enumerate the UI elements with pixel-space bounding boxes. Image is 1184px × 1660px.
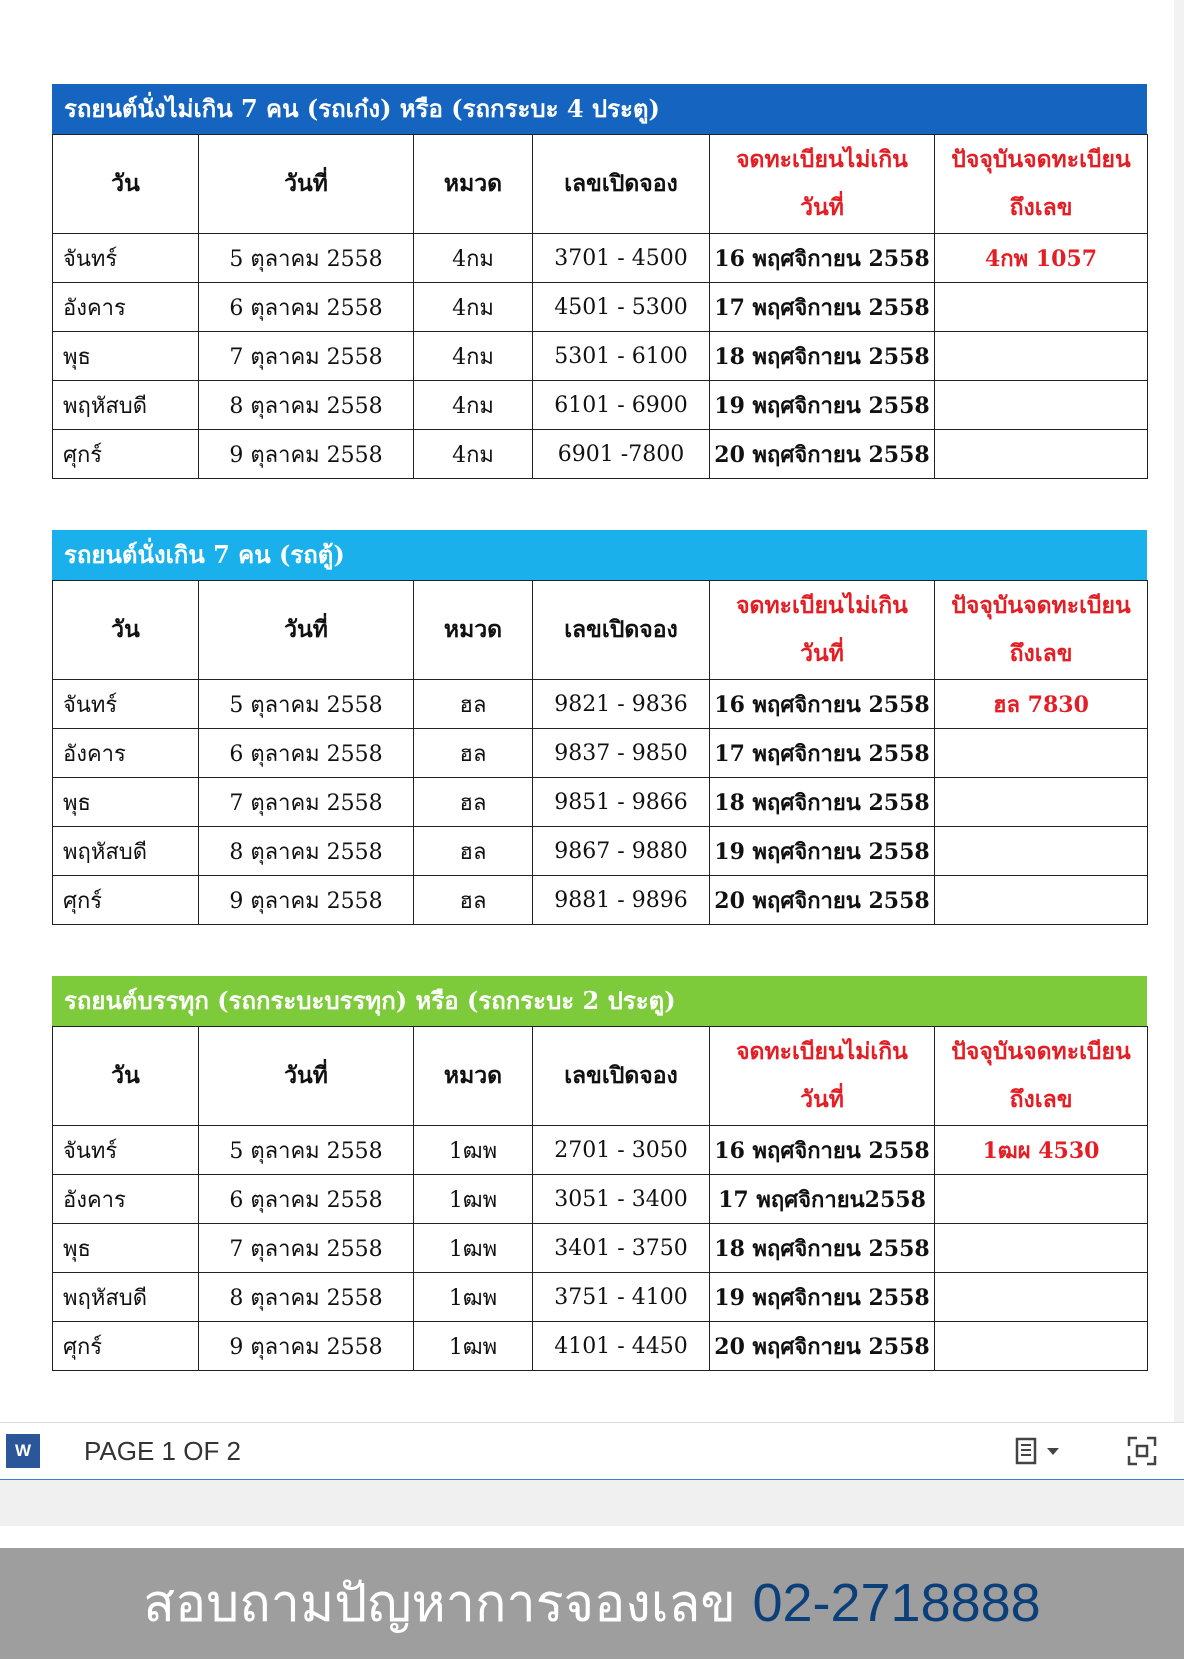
cell-empty [935,876,1148,925]
cell-day: พุธ [53,332,199,381]
cell-day: พฤหัสบดี [53,827,199,876]
cell-deadline: 20 พฤศจิกายน 2558 [710,430,935,479]
cell-day: อังคาร [53,283,199,332]
cell-deadline: 17 พฤศจิกายน 2558 [710,283,935,332]
header-deadline [710,581,935,680]
cell-empty [935,729,1148,778]
header-category [414,135,533,234]
cell-empty [935,827,1148,876]
cell-deadline: 20 พฤศจิกายน 2558 [710,876,935,925]
header-day-text: วัน [111,616,140,643]
cell-day: ศุกร์ [53,430,199,479]
cell-date: 5 ตุลาคม 2558 [199,1126,414,1175]
cell-deadline: 17 พฤศจิกายน2558 [710,1175,935,1224]
cell-day: พุธ [53,1224,199,1273]
table-title: รถยนต์นั่งเกิน 7 คน (รถตู้) [52,530,1147,580]
table-title: รถยนต์นั่งไม่เกิน 7 คน (รถเก๋ง) หรือ (รถกระบะ 4 ประตู) [52,84,1147,134]
cell-empty [935,283,1148,332]
cell-range: 9867 - 9880 [533,827,710,876]
cell-range: 9821 - 9836 [533,680,710,729]
cell-date: 6 ตุลาคม 2558 [199,283,414,332]
header-current-text: ปัจจุบันจดทะเบียน [951,146,1131,173]
header-deadline-text: วันที่ [800,1086,844,1113]
cell-date: 5 ตุลาคม 2558 [199,234,414,283]
cell-category: 1ฒพ [414,1126,533,1175]
cell-range: 3401 - 3750 [533,1224,710,1273]
cell-day: พฤหัสบดี [53,1273,199,1322]
cell-deadline: 16 พฤศจิกายน 2558 [710,234,935,283]
cell-date: 8 ตุลาคม 2558 [199,827,414,876]
banner-phone[interactable]: 02-2718888 [752,1573,1041,1633]
header-day [53,135,199,234]
header-current-text: ถึงเลข [1009,640,1073,667]
cell-date: 7 ตุลาคม 2558 [199,778,414,827]
fullscreen-icon[interactable] [1126,1435,1158,1467]
cell-range: 3751 - 4100 [533,1273,710,1322]
header-current-text: ปัจจุบันจดทะเบียน [951,592,1131,619]
header-range-text: เลขเปิดจอง [564,170,678,197]
header-date-text: วันที่ [284,1062,328,1089]
header-category-text: หมวด [443,616,503,643]
cell-range: 3051 - 3400 [533,1175,710,1224]
cell-date: 5 ตุลาคม 2558 [199,680,414,729]
contact-banner [0,1548,1184,1659]
table-row [53,234,1148,283]
header-day-text: วัน [111,170,140,197]
header-category [414,581,533,680]
cell-day: ศุกร์ [53,876,199,925]
header-range [533,1027,710,1126]
table-row [53,680,1148,729]
header-deadline-text: วันที่ [800,640,844,667]
cell-deadline: 20 พฤศจิกายน 2558 [710,1322,935,1371]
cell-range: 9837 - 9850 [533,729,710,778]
cell-range: 3701 - 4500 [533,234,710,283]
header-date [199,1027,414,1126]
cell-date: 6 ตุลาคม 2558 [199,729,414,778]
table-row [53,778,1148,827]
header-category-text: หมวด [443,1062,503,1089]
table-row [53,283,1148,332]
cell-date: 8 ตุลาคม 2558 [199,1273,414,1322]
cell-category: 4กม [414,430,533,479]
table-row [53,381,1148,430]
reading-view-icon[interactable] [1015,1437,1075,1467]
header-deadline-text: จดทะเบียนไม่เกิน [736,592,908,619]
cell-deadline: 19 พฤศจิกายน 2558 [710,827,935,876]
cell-empty [935,332,1148,381]
cell-range: 4501 - 5300 [533,283,710,332]
header-current [935,1027,1148,1126]
cell-category: ฮล [414,680,533,729]
header-date [199,581,414,680]
table-row [53,1224,1148,1273]
header-current-text: ปัจจุบันจดทะเบียน [951,1038,1131,1065]
header-deadline-text: จดทะเบียนไม่เกิน [736,1038,908,1065]
header-date-text: วันที่ [284,170,328,197]
header-category [414,1027,533,1126]
cell-range: 6901 -7800 [533,430,710,479]
table-row [53,876,1148,925]
header-row [53,581,1148,680]
cell-category: 4กม [414,332,533,381]
header-range-text: เลขเปิดจอง [564,616,678,643]
banner-text: สอบถามปัญหาการจองเลข [143,1574,736,1634]
cell-deadline: 16 พฤศจิกายน 2558 [710,680,935,729]
cell-date: 7 ตุลาคม 2558 [199,1224,414,1273]
cell-day: ศุกร์ [53,1322,199,1371]
cell-category: 4กม [414,381,533,430]
page-indicator: PAGE 1 OF 2 [84,1436,242,1466]
cell-range: 9881 - 9896 [533,876,710,925]
cell-category: 4กม [414,234,533,283]
cell-range: 4101 - 4450 [533,1322,710,1371]
cell-empty [935,1322,1148,1371]
cell-day: จันทร์ [53,1126,199,1175]
table-title: รถยนต์บรรทุก (รถกระบะบรรทุก) หรือ (รถกระบะ 2 ประตู) [52,976,1147,1026]
cell-date: 7 ตุลาคม 2558 [199,332,414,381]
header-deadline-text: วันที่ [800,194,844,221]
cell-empty [935,1175,1148,1224]
header-row [53,1027,1148,1126]
cell-category: 1ฒพ [414,1175,533,1224]
cell-day: พุธ [53,778,199,827]
cell-deadline: 18 พฤศจิกายน 2558 [710,1224,935,1273]
table-row [53,827,1148,876]
cell-category: 4กม [414,283,533,332]
table-row [53,729,1148,778]
header-current [935,135,1148,234]
cell-range: 2701 - 3050 [533,1126,710,1175]
header-day-text: วัน [111,1062,140,1089]
cell-date: 9 ตุลาคม 2558 [199,876,414,925]
header-range [533,581,710,680]
header-current-text: ถึงเลข [1009,1086,1073,1113]
status-bar [0,1422,1184,1481]
table-row [53,332,1148,381]
cell-date: 6 ตุลาคม 2558 [199,1175,414,1224]
cell-deadline: 17 พฤศจิกายน 2558 [710,729,935,778]
registration-table [52,84,1147,479]
header-day [53,1027,199,1126]
cell-range: 6101 - 6900 [533,381,710,430]
cell-deadline: 18 พฤศจิกายน 2558 [710,332,935,381]
cell-day: อังคาร [53,1175,199,1224]
table-row [53,1322,1148,1371]
cell-deadline: 19 พฤศจิกายน 2558 [710,381,935,430]
cell-day: พฤหัสบดี [53,381,199,430]
cell-date: 8 ตุลาคม 2558 [199,381,414,430]
registration-table [52,530,1147,925]
cell-empty [935,1273,1148,1322]
registration-table [52,976,1147,1371]
cell-deadline: 18 พฤศจิกายน 2558 [710,778,935,827]
cell-category: 1ฒพ [414,1322,533,1371]
word-icon[interactable]: W [6,1434,40,1468]
cell-category: 1ฒพ [414,1273,533,1322]
cell-current-plate: 1ฒผ 4530 [935,1126,1148,1175]
header-current-text: ถึงเลข [1009,194,1073,221]
header-deadline-text: จดทะเบียนไม่เกิน [736,146,908,173]
cell-category: ฮล [414,827,533,876]
header-day [53,581,199,680]
cell-empty [935,778,1148,827]
cell-day: จันทร์ [53,680,199,729]
header-range-text: เลขเปิดจอง [564,1062,678,1089]
cell-deadline: 16 พฤศจิกายน 2558 [710,1126,935,1175]
table-row [53,1273,1148,1322]
table-row [53,1126,1148,1175]
cell-empty [935,381,1148,430]
table-row [53,1175,1148,1224]
viewer-gap [0,1480,1184,1526]
cell-date: 9 ตุลาคม 2558 [199,1322,414,1371]
cell-empty [935,1224,1148,1273]
header-range [533,135,710,234]
cell-empty [935,430,1148,479]
cell-category: ฮล [414,778,533,827]
cell-category: 1ฒพ [414,1224,533,1273]
cell-range: 9851 - 9866 [533,778,710,827]
cell-day: อังคาร [53,729,199,778]
cell-range: 5301 - 6100 [533,332,710,381]
cell-current-plate: ฮล 7830 [935,680,1148,729]
header-category-text: หมวด [443,170,503,197]
header-deadline [710,135,935,234]
header-deadline [710,1027,935,1126]
cell-date: 9 ตุลาคม 2558 [199,430,414,479]
cell-deadline: 19 พฤศจิกายน 2558 [710,1273,935,1322]
header-row [53,135,1148,234]
header-date-text: วันที่ [284,616,328,643]
header-date [199,135,414,234]
cell-current-plate: 4กพ 1057 [935,234,1148,283]
cell-category: ฮล [414,876,533,925]
cell-day: จันทร์ [53,234,199,283]
table-row [53,430,1148,479]
cell-category: ฮล [414,729,533,778]
header-current [935,581,1148,680]
